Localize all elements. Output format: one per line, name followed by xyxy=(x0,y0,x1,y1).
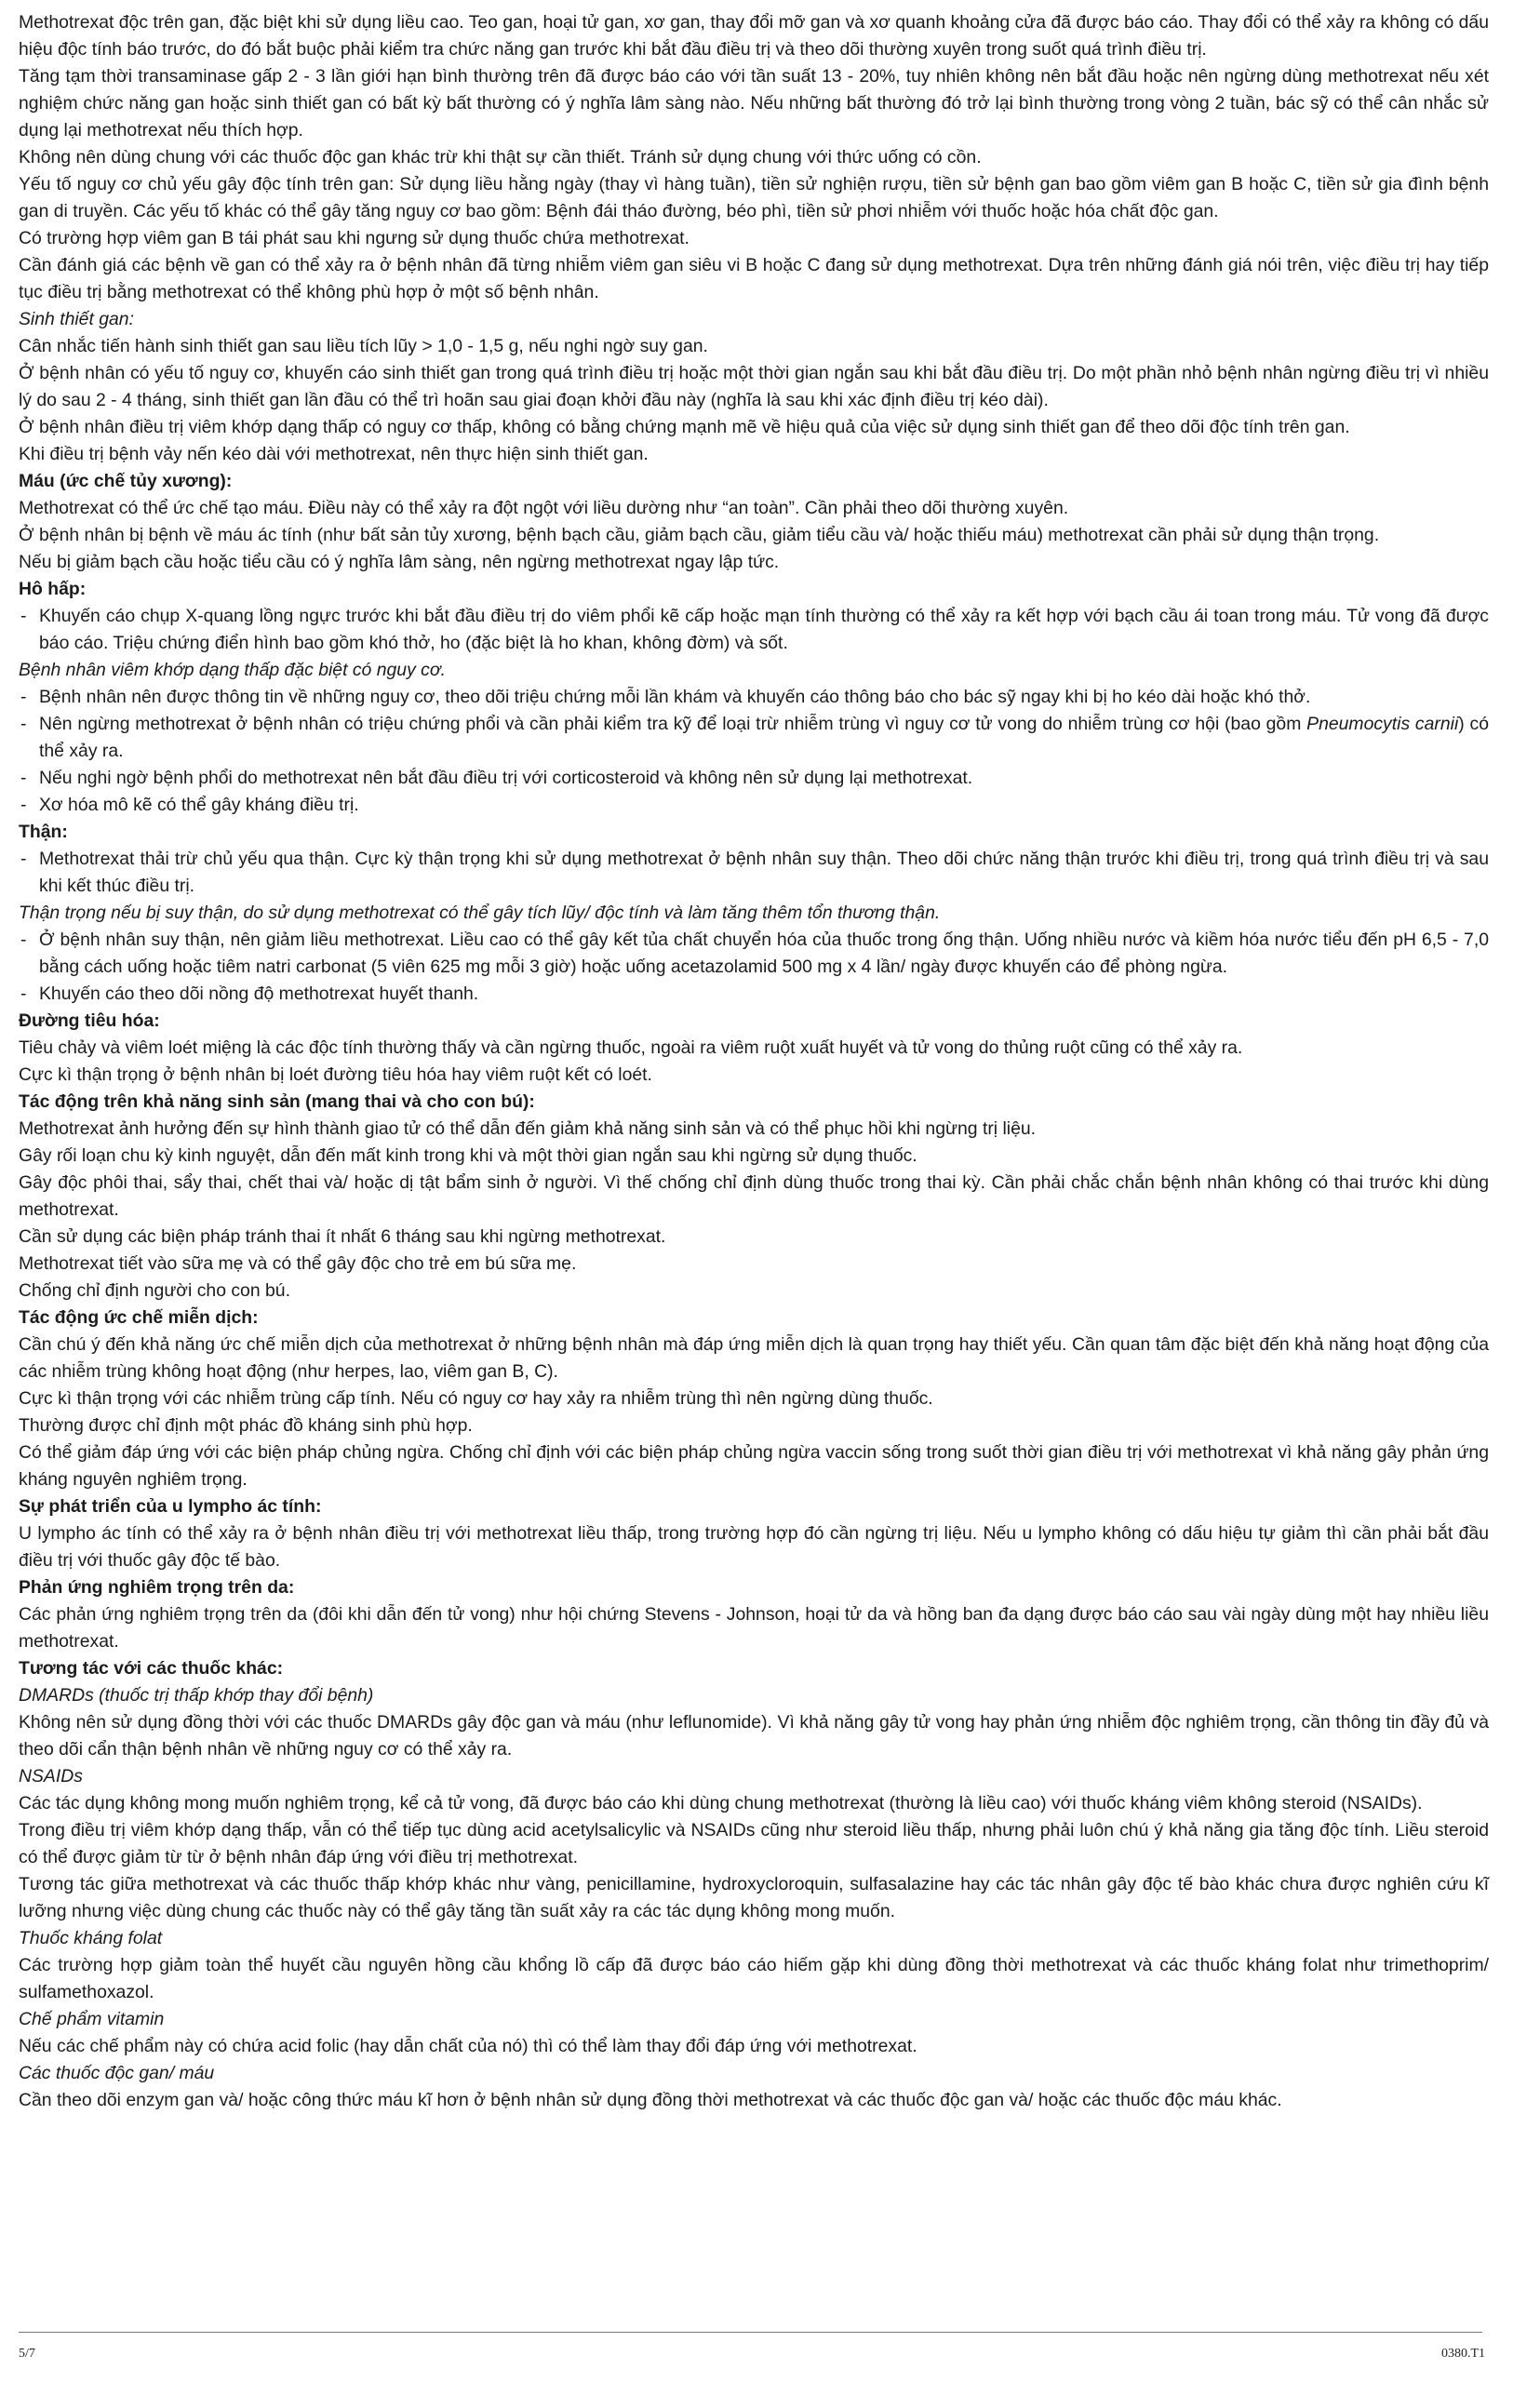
paragraph: Chống chỉ định người cho con bú. xyxy=(19,1280,290,1301)
paragraph: Cần chú ý đến khả năng ức chế miễn dịch của methotrexat ở những bệnh nhân mà đáp ứng miễn dịch là quan trọng hay thiết yếu. Cần quan tâm đặc biệt đến khả năng hoạt động của các nhiễm trùng không hoạt động (như herpes, lao, viêm gan B, C). xyxy=(19,1334,1489,1382)
section-heading: Đường tiêu hóa: xyxy=(19,1010,160,1031)
paragraph: Cần sử dụng các biện pháp tránh thai ít nhất 6 tháng sau khi ngừng methotrexat. xyxy=(19,1226,666,1247)
paragraph: Nếu các chế phẩm này có chứa acid folic (hay dẫn chất của nó) thì có thể làm thay đổi đáp ứng với methotrexat. xyxy=(19,2036,917,2056)
paragraph: Các phản ứng nghiêm trọng trên da (đôi khi dẫn đến tử vong) như hội chứng Stevens - Johnson, hoại tử da và hồng ban đa dạng được báo cáo sau vài ngày dùng một hay nhiều liều methotrexat. xyxy=(19,1604,1489,1652)
paragraph: Ở bệnh nhân điều trị viêm khớp dạng thấp có nguy cơ thấp, không có bằng chứng mạnh mẽ về hiệu quả của việc sử dụng sinh thiết gan để theo dõi độc tính trên gan. xyxy=(19,417,1350,437)
paragraph: Cần theo dõi enzym gan và/ hoặc công thức máu kĩ hơn ở bệnh nhân sử dụng đồng thời methotrexat và các thuốc độc gan và/ hoặc các thuốc độc máu khác. xyxy=(19,2090,1282,2110)
footer-divider xyxy=(19,2332,1482,2333)
paragraph: Methotrexat có thể ức chế tạo máu. Điều này có thể xảy ra đột ngột với liều dường như “an toàn”. Cần phải theo dõi thường xuyên. xyxy=(19,498,1069,518)
document-body xyxy=(19,9,1489,2114)
paragraph: Tiêu chảy và viêm loét miệng là các độc tính thường thấy và cần ngừng thuốc, ngoài ra viêm ruột xuất huyết và tử vong do thủng ruột cũng có thể xảy ra. xyxy=(19,1037,1243,1058)
paragraph: Ở bệnh nhân có yếu tố nguy cơ, khuyến cáo sinh thiết gan trong quá trình điều trị hoặc một thời gian ngắn sau khi bắt đầu điều trị. Do một phần nhỏ bệnh nhân ngừng điều trị vì nhiều lý do sau 2 - 4 tháng, sinh thiết gan lần đầu có thể trì hoãn sau giai đoạn khởi đầu này (nghĩa là sau khi xác định điều trị kéo dài). xyxy=(19,363,1489,410)
paragraph: Cân nhắc tiến hành sinh thiết gan sau liều tích lũy > 1,0 - 1,5 g, nếu nghi ngờ suy gan. xyxy=(19,336,708,356)
section-heading: Thận: xyxy=(19,822,68,842)
section-heading: Tác động ức chế miễn dịch: xyxy=(19,1307,259,1328)
paragraph: Methotrexat độc trên gan, đặc biệt khi sử dụng liều cao. Teo gan, hoại tử gan, xơ gan, thay đổi mỡ gan và xơ quanh khoảng cửa đã được báo cáo. Thay đổi có thể xảy ra không có dấu hiệu độc tính báo trước, do đó bắt buộc phải kiểm tra chức năng gan trước khi bắt đầu điều trị và theo dõi thường xuyên trong suốt quá trình điều trị. xyxy=(19,12,1489,60)
section-heading: Phản ứng nghiêm trọng trên da: xyxy=(19,1577,295,1598)
paragraph: Trong điều trị viêm khớp dạng thấp, vẫn có thể tiếp tục dùng acid acetylsalicylic và NSAIDs cũng như steroid liều thấp, nhưng phải luôn chú ý khả năng gia tăng độc tính. Liều steroid có thể được giảm từ từ ở bệnh nhân đáp ứng với điều trị methotrexat. xyxy=(19,1820,1489,1867)
paragraph: Gây độc phôi thai, sẩy thai, chết thai và/ hoặc dị tật bẩm sinh ở người. Vì thế chống chỉ định dùng thuốc trong thai kỳ. Cần phải chắc chắn bệnh nhân không có thai trước khi dùng methotrexat. xyxy=(19,1172,1489,1220)
paragraph: Nếu bị giảm bạch cầu hoặc tiểu cầu có ý nghĩa lâm sàng, nên ngừng methotrexat ngay lập tức. xyxy=(19,552,780,572)
paragraph: Methotrexat tiết vào sữa mẹ và có thể gây độc cho trẻ em bú sữa mẹ. xyxy=(19,1253,577,1274)
paragraph: Không nên dùng chung với các thuốc độc gan khác trừ khi thật sự cần thiết. Tránh sử dụng chung với thức uống có cồn. xyxy=(19,147,982,167)
document-code: 0380.T1 xyxy=(1441,2347,1486,2361)
list-item: - Methotrexat thải trừ chủ yếu qua thận. Cực kỳ thận trọng khi sử dụng methotrexat ở bệnh nhân suy thận. Theo dõi chức năng thận trước khi điều trị, trong quá trình điều trị và sau khi kết thúc điều trị. xyxy=(19,846,1489,900)
paragraph: Yếu tố nguy cơ chủ yếu gây độc tính trên gan: Sử dụng liều hằng ngày (thay vì hàng tuần), tiền sử nghiện rượu, tiền sử bệnh gan bao gồm viêm gan B hoặc C, tiền sử gia đình bệnh gan di truyền. Các yếu tố khác có thể gây tăng nguy cơ bao gồm: Bệnh đái tháo đường, béo phì, tiền sử phơi nhiễm với thuốc hoặc hóa chất độc gan. xyxy=(19,174,1489,221)
list-item xyxy=(19,711,1489,765)
paragraph: Không nên sử dụng đồng thời với các thuốc DMARDs gây độc gan và máu (như leflunomide). Vì khả năng gây tử vong hay phản ứng nhiễm độc nghiêm trọng, cần thông tin đầy đủ và theo dõi cẩn thận bệnh nhân về những nguy cơ có thể xảy ra. xyxy=(19,1712,1489,1760)
paragraph: Methotrexat ảnh hưởng đến sự hình thành giao tử có thể dẫn đến giảm khả năng sinh sản và có thể phục hồi khi ngừng trị liệu. xyxy=(19,1118,1037,1139)
subheading: NSAIDs xyxy=(19,1766,83,1786)
list-item: - Xơ hóa mô kẽ có thể gây kháng điều trị. xyxy=(19,792,1489,819)
paragraph: Các tác dụng không mong muốn nghiêm trọng, kể cả tử vong, đã được báo cáo khi dùng chung methotrexat (thường là liều cao) với thuốc kháng viêm không steroid (NSAIDs). xyxy=(19,1793,1423,1813)
section-heading: Tác động trên khả năng sinh sản (mang thai và cho con bú): xyxy=(19,1091,535,1112)
paragraph: Cần đánh giá các bệnh về gan có thể xảy ra ở bệnh nhân đã từng nhiễm viêm gan siêu vi B hoặc C đang sử dụng methotrexat. Dựa trên những đánh giá nói trên, việc điều trị hay tiếp tục điều trị bằng methotrexat có thể không phù hợp ở một số bệnh nhân. xyxy=(19,255,1489,302)
paragraph: Khi điều trị bệnh vảy nến kéo dài với methotrexat, nên thực hiện sinh thiết gan. xyxy=(19,444,649,464)
list-item: - Ở bệnh nhân suy thận, nên giảm liều methotrexat. Liều cao có thể gây kết tủa chất chuyển hóa của thuốc trong ống thận. Uống nhiều nước và kiềm hóa nước tiểu đến pH 6,5 - 7,0 bằng cách uống hoặc tiêm natri carbonat (5 viên 625 mg mỗi 3 giờ) hoặc uống acetazolamid 500 mg x 4 lần/ ngày được khuyến cáo để phòng ngừa. xyxy=(19,927,1489,981)
section-heading: Sự phát triển của u lympho ác tính: xyxy=(19,1496,322,1517)
paragraph: Tăng tạm thời transaminase gấp 2 - 3 lần giới hạn bình thường trên đã được báo cáo với tần suất 13 - 20%, tuy nhiên không nên bắt đầu hoặc nên ngừng dùng methotrexat nếu xét nghiệm chức năng gan hoặc sinh thiết gan có bất kỳ bất thường có ý nghĩa lâm sàng nào. Nếu những bất thường đó trở lại bình thường trong vòng 2 tuần, bác sỹ có thể cân nhắc sử dụng lại methotrexat nếu thích hợp. xyxy=(19,66,1489,141)
subheading: Thuốc kháng folat xyxy=(19,1928,163,1948)
italic-term: Pneumocytis carnii xyxy=(1306,714,1459,734)
paragraph: Cực kì thận trọng với các nhiễm trùng cấp tính. Nếu có nguy cơ hay xảy ra nhiễm trùng thì nên ngừng dùng thuốc. xyxy=(19,1388,933,1409)
paragraph: Gây rối loạn chu kỳ kinh nguyệt, dẫn đến mất kinh trong khi và một thời gian ngắn sau khi ngừng sử dụng thuốc. xyxy=(19,1145,917,1166)
subheading: DMARDs (thuốc trị thấp khớp thay đổi bệnh) xyxy=(19,1685,374,1706)
paragraph: Cực kì thận trọng ở bệnh nhân bị loét đường tiêu hóa hay viêm ruột kết có loét. xyxy=(19,1064,652,1085)
paragraph: Thường được chỉ định một phác đồ kháng sinh phù hợp. xyxy=(19,1415,473,1436)
paragraph: Ở bệnh nhân bị bệnh về máu ác tính (như bất sản tủy xương, bệnh bạch cầu, giảm bạch cầu, giảm tiểu cầu và/ hoặc thiếu máu) methotrexat cần phải sử dụng thận trọng. xyxy=(19,525,1380,545)
text-run: Nên ngừng methotrexat ở bệnh nhân có triệu chứng phổi và cần phải kiểm tra kỹ để loại trừ nhiễm trùng vì nguy cơ tử vong do nhiễm trùng cơ hội (bao gồm xyxy=(39,714,1307,734)
paragraph: Có trường hợp viêm gan B tái phát sau khi ngưng sử dụng thuốc chứa methotrexat. xyxy=(19,228,690,248)
text-run: ) có thể xảy ra. xyxy=(39,714,1489,761)
subheading: Thận trọng nếu bị suy thận, do sử dụng methotrexat có thể gây tích lũy/ độc tính và làm tăng thêm tổn thương thận. xyxy=(19,903,941,923)
subheading: Chế phẩm vitamin xyxy=(19,2009,165,2029)
page-number: 5/7 xyxy=(19,2347,35,2361)
section-heading: Hô hấp: xyxy=(19,579,87,599)
section-heading: Tương tác với các thuốc khác: xyxy=(19,1658,284,1679)
subheading: Bệnh nhân viêm khớp dạng thấp đặc biệt có nguy cơ. xyxy=(19,660,446,680)
paragraph: Có thể giảm đáp ứng với các biện pháp chủng ngừa. Chống chỉ định với các biện pháp chủng ngừa vaccin sống trong suốt thời gian điều trị với methotrexat vì khả năng gây phản ứng kháng nguyên nghiêm trọng. xyxy=(19,1442,1489,1490)
list-item: - Bệnh nhân nên được thông tin về những nguy cơ, theo dõi triệu chứng mỗi lần khám và khuyến cáo thông báo cho bác sỹ ngay khi bị ho kéo dài hoặc khó thở. xyxy=(19,684,1489,711)
paragraph: Các trường hợp giảm toàn thể huyết cầu nguyên hồng cầu khổng lồ cấp đã được báo cáo hiếm gặp khi dùng đồng thời methotrexat và các thuốc kháng folat như trimethoprim/ sulfamethoxazol. xyxy=(19,1955,1489,2002)
section-heading: Máu (ức chế tủy xương): xyxy=(19,471,233,491)
list-item: - Khuyến cáo theo dõi nồng độ methotrexat huyết thanh. xyxy=(19,981,1489,1008)
list-item: - Nếu nghi ngờ bệnh phổi do methotrexat nên bắt đầu điều trị với corticosteroid và không nên sử dụng lại methotrexat. xyxy=(19,765,1489,792)
subheading: Các thuốc độc gan/ máu xyxy=(19,2063,215,2083)
paragraph: U lympho ác tính có thể xảy ra ở bệnh nhân điều trị với methotrexat liều thấp, trong trường hợp đó cần ngừng trị liệu. Nếu u lympho không có dấu hiệu tự giảm thì cần phải bắt đầu điều trị với thuốc gây độc tế bào. xyxy=(19,1523,1489,1571)
list-item: - Khuyến cáo chụp X-quang lồng ngực trước khi bắt đầu điều trị do viêm phổi kẽ cấp hoặc mạn tính thường có thể xảy ra kết hợp với bạch cầu ái toan trong máu. Tử vong đã được báo cáo. Triệu chứng điển hình bao gồm khó thở, ho (đặc biệt là ho khan, không đờm) và sốt. xyxy=(19,603,1489,657)
subheading: Sinh thiết gan: xyxy=(19,309,134,329)
paragraph: Tương tác giữa methotrexat và các thuốc thấp khớp khác như vàng, penicillamine, hydroxycloroquin, sulfasalazine hay các tác nhân gây độc tế bào khác chưa được nghiên cứu kĩ lưỡng nhưng việc dùng chung các thuốc này có thể gây tăng tần suất xảy ra các tác dụng không mong muốn. xyxy=(19,1874,1489,1921)
